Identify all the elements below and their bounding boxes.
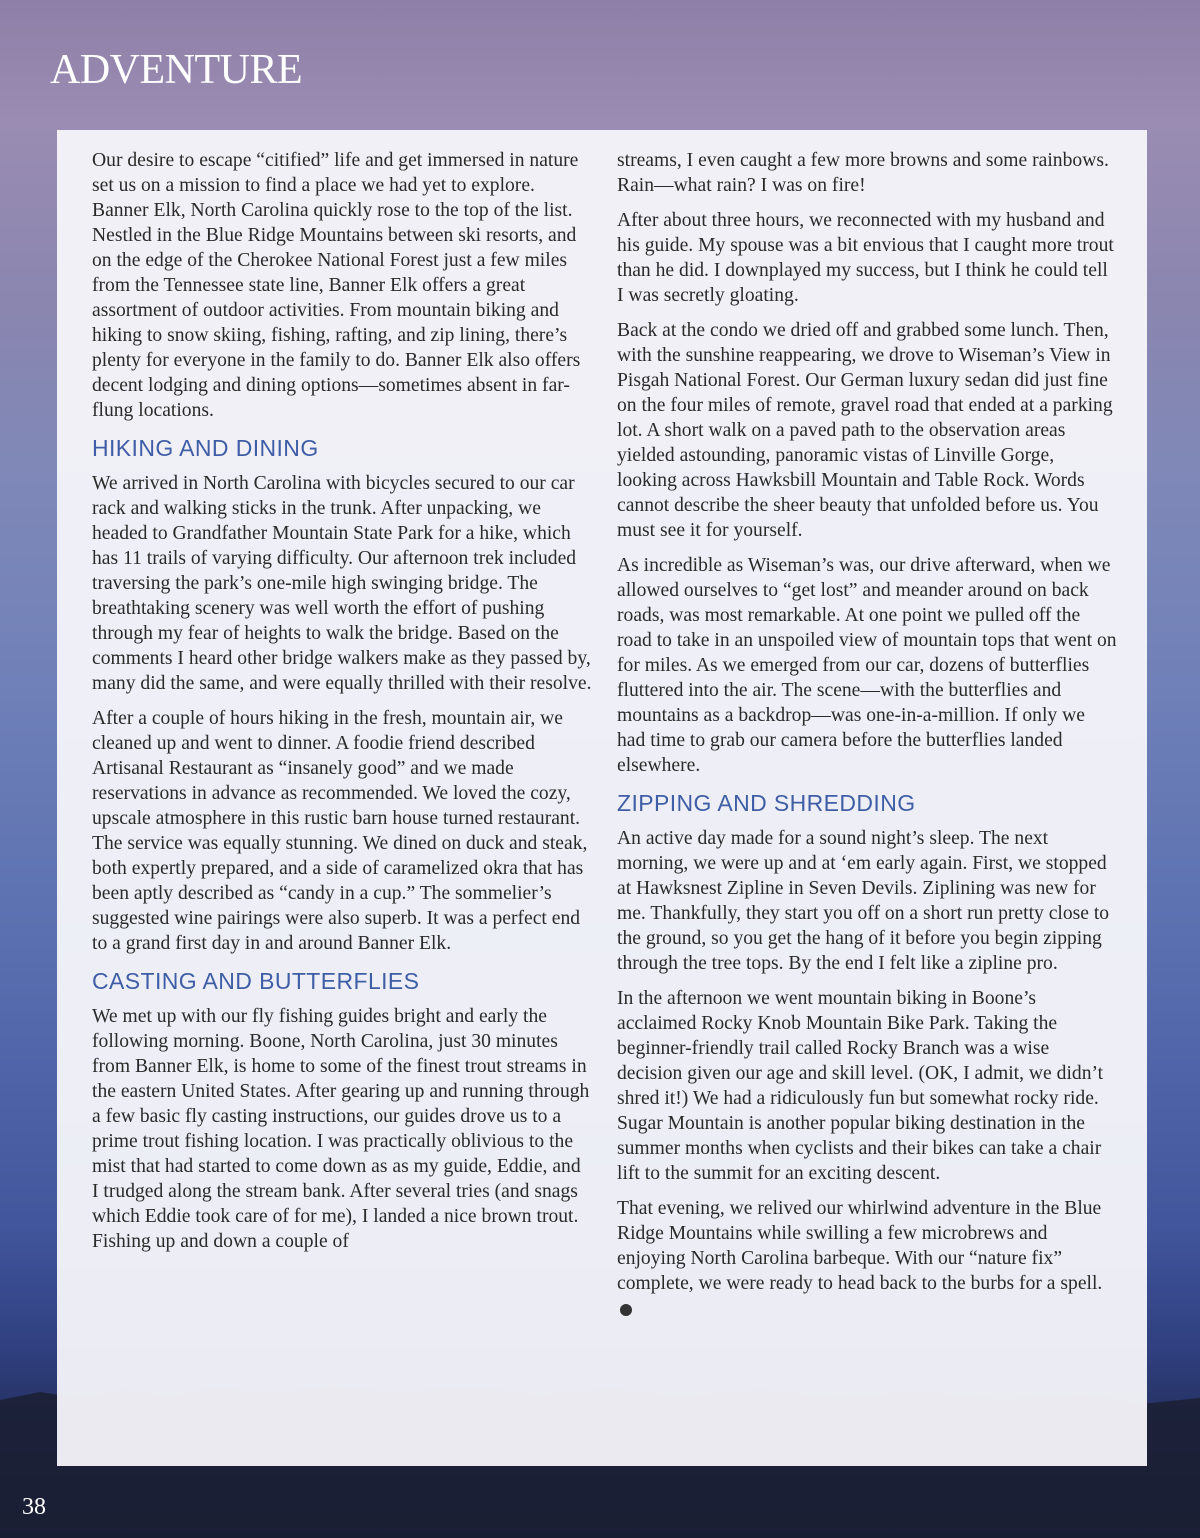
heading-zipping-and-shredding: ZIPPING AND SHREDDING: [617, 790, 916, 816]
article-column-right: [617, 148, 1117, 1331]
zipping-paragraph-3-text: That evening, we relived our whirlwind adventure in the Blue Ridge Mountains while swilling a few microbrews and enjoying North Carolina barbeque. With our “nature fix” complete, we were ready to head back to the burbs for a spell.: [617, 1198, 1103, 1294]
casting-paragraph-4: As incredible as Wiseman’s was, our drive afterward, when we allowed ourselves to “get lost” and meander around on back roads, was most remarkable. At one point we pulled off the road to take in an unspoiled view of mountain tops that went on for miles. As we emerged from our car, dozens of butterflies fluttered into the air. The scene—with the butterflies and mountains as a backdrop—was one-in-a-million. If only we had time to grab our camera before the butterflies landed elsewhere.: [617, 555, 1117, 776]
zipping-paragraph-2: In the afternoon we went mountain biking in Boone’s acclaimed Rocky Knob Mountain Bike Park. Taking the beginner-friendly trail called Rocky Branch was a wise decision given our age and skill level. (OK, I admit, we didn’t shred it!) We had a ridiculously fun but somewhat rocky ride. Sugar Mountain is another popular biking destination in the summer months when cyclists and their bikes can take a chair lift to the summit for an exciting descent.: [617, 988, 1104, 1184]
end-mark-icon: [620, 1304, 632, 1316]
page-number: 38: [22, 1494, 46, 1520]
intro-paragraph: Our desire to escape “citified” life and get immersed in nature set us on a mission to find a place we had yet to explore. Banner Elk, North Carolina quickly rose to the top of the list. Nestled in the Blue Ridge Mountains between ski resorts, and on the edge of the Cherokee National Forest just a few miles from the Tennessee state line, Banner Elk offers a great assortment of outdoor activities. From mountain biking and hiking to snow skiing, fishing, rafting, and zip lining, there’s plenty for everyone in the family to do. Banner Elk also offers decent lodging and dining options—sometimes absent in far-flung locations.: [92, 150, 581, 421]
section-title: ADVENTURE: [50, 47, 303, 93]
hiking-paragraph-2: After a couple of hours hiking in the fresh, mountain air, we cleaned up and went to dinner. A foodie friend described Artisanal Restaurant as “insanely good” and we made reservations in advance as recommended. We loved the cozy, upscale atmosphere in this rustic barn house turned restaurant. The service was equally stunning. We dined on duck and steak, both expertly prepared, and a side of caramelized okra that has been aptly described as “candy in a cup.” The sommelier’s suggested wine pairings were also superb. It was a perfect end to a grand first day in and around Banner Elk.: [92, 708, 588, 954]
article-column-left: [92, 148, 592, 1264]
zipping-paragraph-1: An active day made for a sound night’s sleep. The next morning, we were up and at ‘em early again. First, we stopped at Hawksnest Zipline in Seven Devils. Ziplining was new for me. Thankfully, they start you off on a short run pretty close to the ground, so you get the hang of it before you begin zipping through the tree tops. By the end I felt like a zipline pro.: [617, 828, 1110, 974]
casting-paragraph-1: We met up with our fly fishing guides bright and early the following morning. Boone, North Carolina, just 30 minutes from Banner Elk, is home to some of the finest trout streams in the eastern United States. After gearing up and running through a few basic fly casting instructions, our guides drove us to a prime trout fishing location. I was practically oblivious to the mist that had started to come down as as my guide, Eddie, and I trudged along the stream bank. After several tries (and snags which Eddie took care of for me), I landed a nice brown trout. Fishing up and down a couple of: [92, 1006, 590, 1252]
heading-casting-and-butterflies: CASTING AND BUTTERFLIES: [92, 968, 420, 994]
zipping-paragraph-3: [617, 1196, 1117, 1321]
heading-hiking-and-dining: HIKING AND DINING: [92, 435, 319, 461]
hiking-paragraph-1: We arrived in North Carolina with bicycles secured to our car rack and walking sticks in the trunk. After unpacking, we headed to Grandfather Mountain State Park for a hike, which has 11 trails of varying difficulty. Our afternoon trek included traversing the park’s one-mile high swinging bridge. The breathtaking scenery was well worth the effort of pushing through my fear of heights to walk the bridge. Based on the comments I heard other bridge walkers make as they passed by, many did the same, and were equally thrilled with their resolve.: [92, 473, 592, 694]
casting-paragraph-continued: streams, I even caught a few more browns and some rainbows. Rain—what rain? I was on fire!: [617, 150, 1109, 196]
casting-paragraph-3: Back at the condo we dried off and grabbed some lunch. Then, with the sunshine reappearing, we drove to Wiseman’s View in Pisgah National Forest. Our German luxury sedan did just fine on the four miles of remote, gravel road that ended at a parking lot. A short walk on a paved path to the observation areas yielded astounding, panoramic vistas of Linville Gorge, looking across Hawksbill Mountain and Table Rock. Words cannot describe the sheer beauty that unfolded before us. You must see it for yourself.: [617, 320, 1113, 541]
casting-paragraph-2: After about three hours, we reconnected with my husband and his guide. My spouse was a bit envious that I caught more trout than he did. I downplayed my success, but I think he could tell I was secretly gloating.: [617, 210, 1114, 306]
